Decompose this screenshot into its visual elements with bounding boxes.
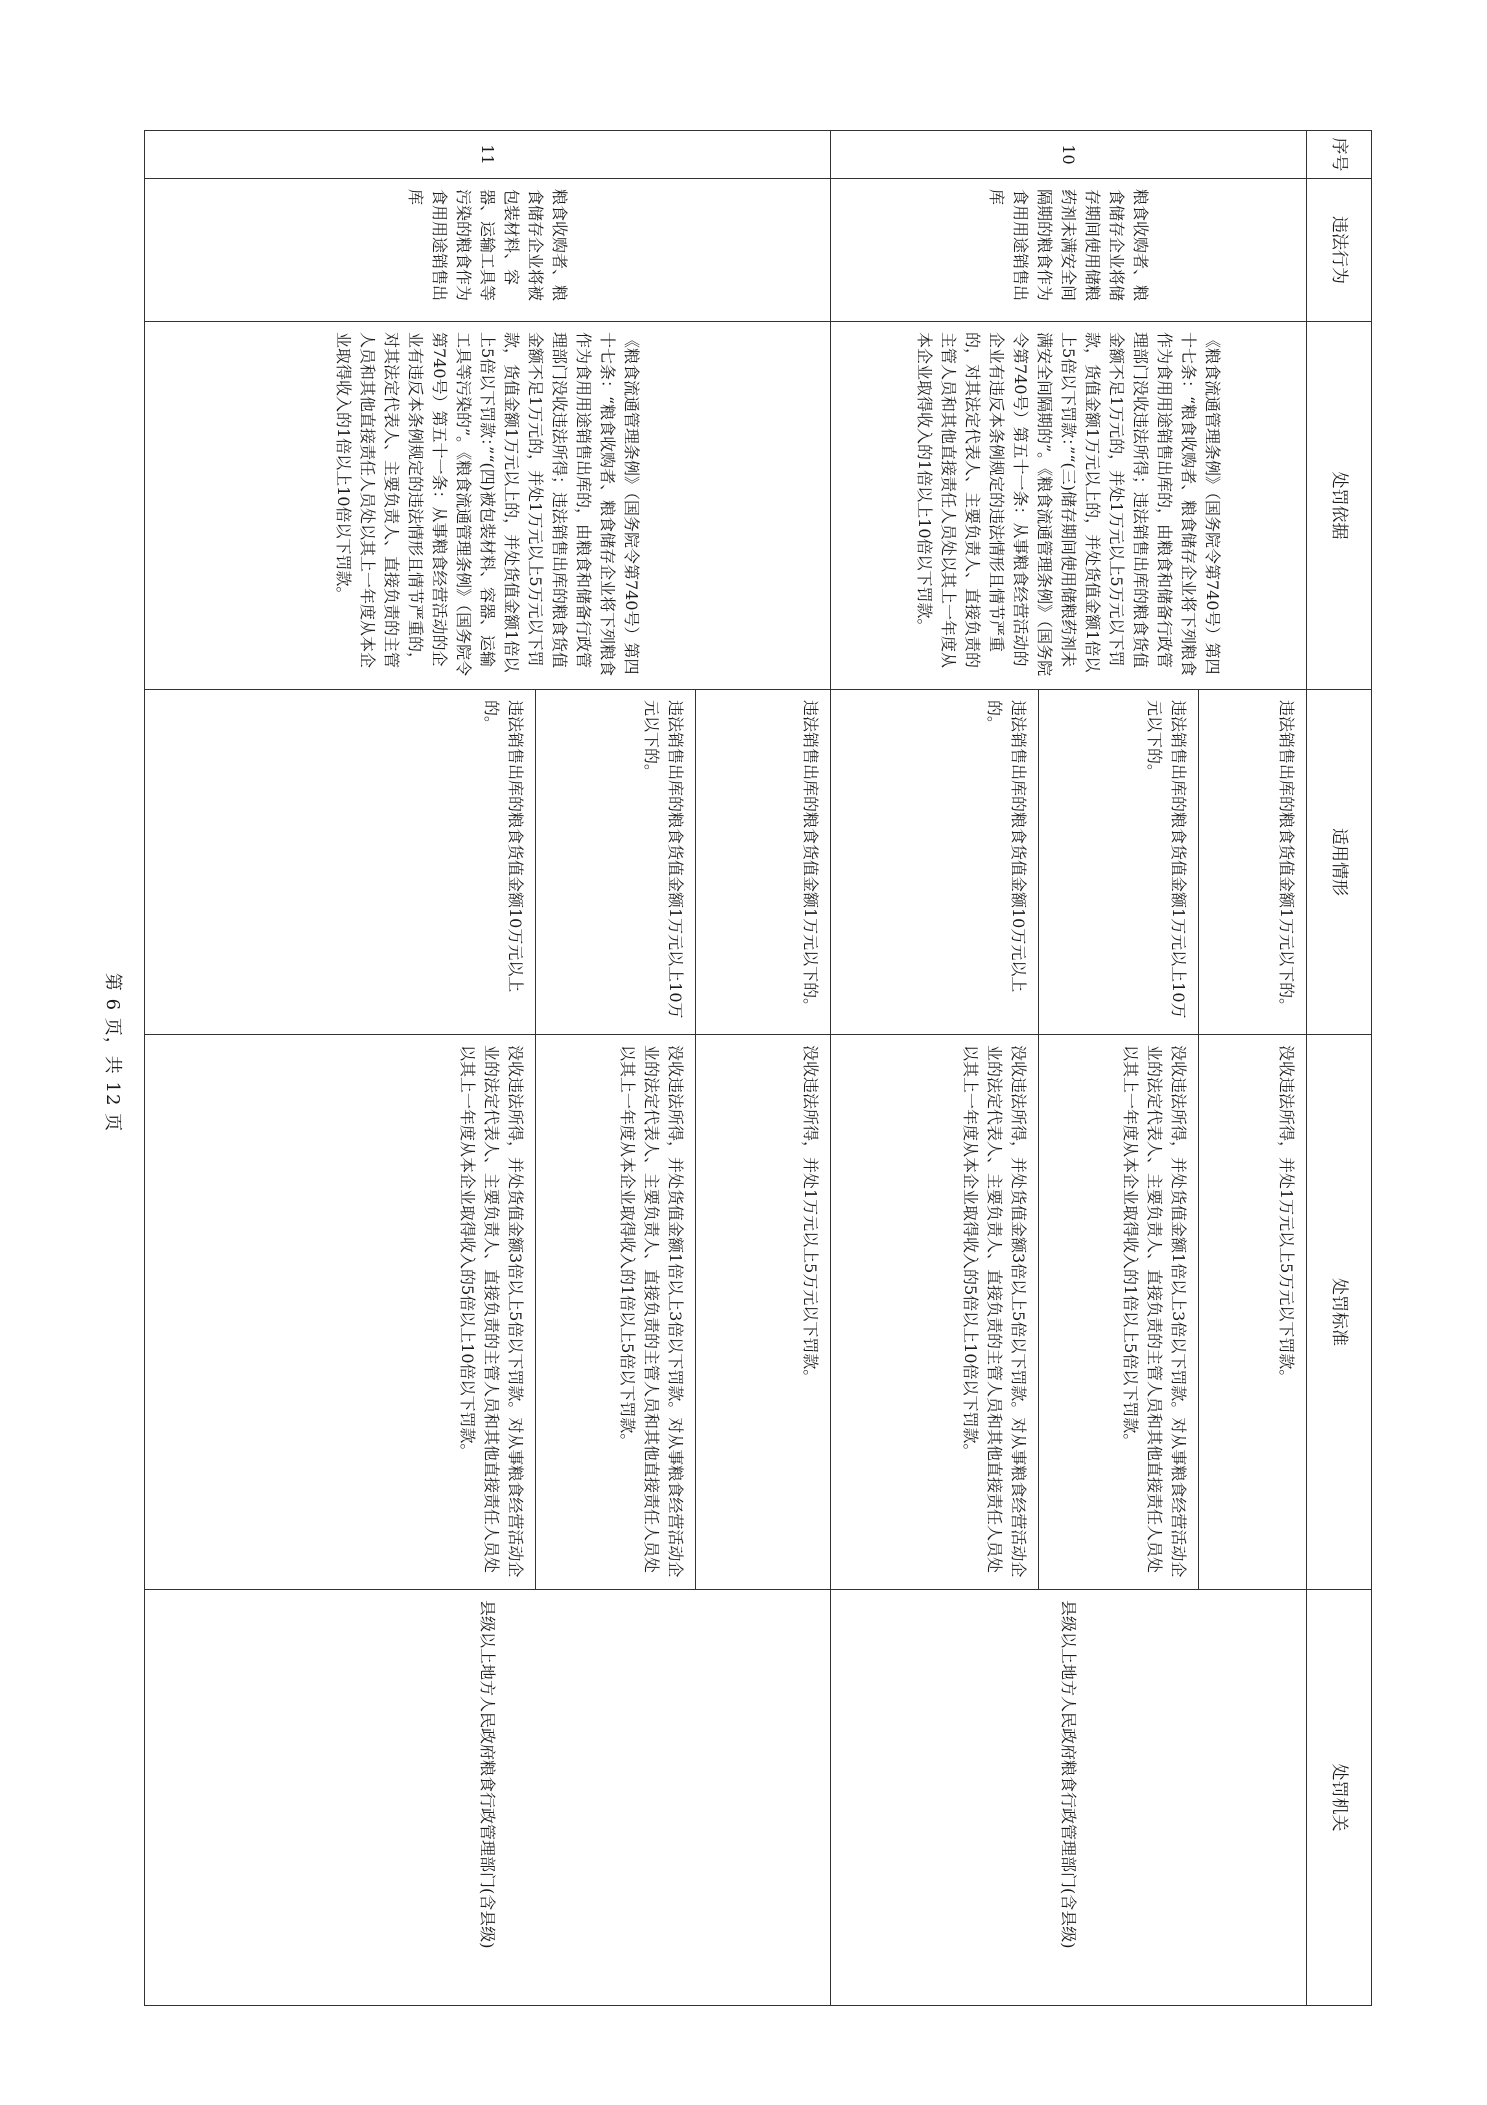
basis-cell: 《粮食流通管理条例》（国务院令第740号）第四十七条：“粮食收购者、粮食储存企业将下列粮食作为食用用途销售出库的，由粮食和储备行政管理部门没收违法所得；违法销售出库的粮食货值金额不足1万元的，并处1万元以上5万元以下罚款，货值金额1万元以上的，并处货值金额1倍以上5倍以下罚款：”“(四)被包装材料、容器、运输工具等污染的”。《粮食流通管理条例》（国务院令第740号）第五十一条：从事粮食经营活动的企业有违反本条例规定的违法情形且情节严重的，对其法定代表人、主要负责人、直接负责的主管人员和其他直接责任人员处以其上一年度从本企业取得收入的1倍以上10倍以下罚款。 bbox=[145, 322, 831, 690]
penalty-table bbox=[144, 130, 1372, 2006]
standard-cell: 没收违法所得，并处货值金额1倍以上3倍以下罚款。对从事粮食经营活动企业的法定代表人、主要负责人、直接负责的主管人员和其他直接责任人员处以其上一年度从本企业取得收入的1倍以上5倍以下罚款。 bbox=[1039, 1035, 1199, 1590]
situation-cell: 违法销售出库的粮食货值金额10万元以上的。 bbox=[145, 690, 536, 1035]
header-no: 序号 bbox=[1307, 131, 1372, 179]
header-situation: 适用情形 bbox=[1307, 690, 1372, 1035]
header-row bbox=[1307, 131, 1372, 2006]
header-standard: 处罚标准 bbox=[1307, 1035, 1372, 1590]
row-number: 11 bbox=[145, 131, 831, 179]
authority-cell: 县级以上地方人民政府粮食行政管理部门(含县级) bbox=[145, 1590, 831, 2006]
standard-cell: 没收违法所得，并处1万元以上5万元以下罚款。 bbox=[1199, 1035, 1307, 1590]
situation-cell: 违法销售出库的粮食货值金额1万元以上10万元以下的。 bbox=[1039, 690, 1199, 1035]
basis-cell: 《粮食流通管理条例》（国务院令第740号）第四十七条：“粮食收购者、粮食储存企业将下列粮食作为食用用途销售出库的，由粮食和储备行政管理部门没收违法所得；违法销售出库的粮食货值金额不足1万元的，并处1万元以上5万元以下罚款，货值金额1万元以上的，并处货值金额1倍以上5倍以下罚款：”“(三)储存期间使用储粮药剂未满安全间隔期的”。《粮食流通管理条例》（国务院令第740号）第五十一条：从事粮食经营活动的企业有违反本条例规定的违法情形且情节严重的，对其法定代表人、主要负责人、直接负责的主管人员和其他直接责任人员处以其上一年度从本企业取得收入的1倍以上10倍以下罚款。 bbox=[831, 322, 1307, 690]
header-behavior: 违法行为 bbox=[1307, 179, 1372, 322]
header-authority: 处罚机关 bbox=[1307, 1590, 1372, 2006]
standard-cell: 没收违法所得，并处货值金额3倍以上5倍以下罚款。对从事粮食经营活动企业的法定代表人、主要负责人、直接负责的主管人员和其他直接责任人员处以其上一年度从本企业取得收入的5倍以上10倍以下罚款。 bbox=[145, 1035, 536, 1590]
standard-cell: 没收违法所得，并处货值金额1倍以上3倍以下罚款。对从事粮食经营活动企业的法定代表人、主要负责人、直接负责的主管人员和其他直接责任人员处以其上一年度从本企业取得收入的1倍以上5倍以下罚款。 bbox=[536, 1035, 696, 1590]
behavior-cell: 粮食收购者、粮食储存企业将储存期间使用储粮药剂未满安全间隔期的粮食作为食用用途销售出库 bbox=[831, 179, 1307, 322]
table-row bbox=[696, 131, 831, 2006]
situation-cell: 违法销售出库的粮食货值金额1万元以下的。 bbox=[696, 690, 831, 1035]
table-row bbox=[1199, 131, 1307, 2006]
situation-cell: 违法销售出库的粮食货值金额1万元以下的。 bbox=[1199, 690, 1307, 1035]
header-basis: 处罚依据 bbox=[1307, 322, 1372, 690]
row-number: 10 bbox=[831, 131, 1307, 179]
behavior-cell: 粮食收购者、粮食储存企业将被包装材料、容器、运输工具等污染的粮食作为食用用途销售出库 bbox=[145, 179, 831, 322]
situation-cell: 违法销售出库的粮食货值金额10万元以上的。 bbox=[831, 690, 1039, 1035]
authority-cell: 县级以上地方人民政府粮食行政管理部门(含县级) bbox=[831, 1590, 1307, 2006]
standard-cell: 没收违法所得，并处货值金额3倍以上5倍以下罚款。对从事粮食经营活动企业的法定代表人、主要负责人、直接负责的主管人员和其他直接责任人员处以其上一年度从本企业取得收入的5倍以上10倍以下罚款。 bbox=[831, 1035, 1039, 1590]
situation-cell: 违法销售出库的粮食货值金额1万元以上10万元以下的。 bbox=[536, 690, 696, 1035]
standard-cell: 没收违法所得，并处1万元以上5万元以下罚款。 bbox=[696, 1035, 831, 1590]
page-footer: 第 6 页，共 12 页 bbox=[102, 972, 123, 1133]
